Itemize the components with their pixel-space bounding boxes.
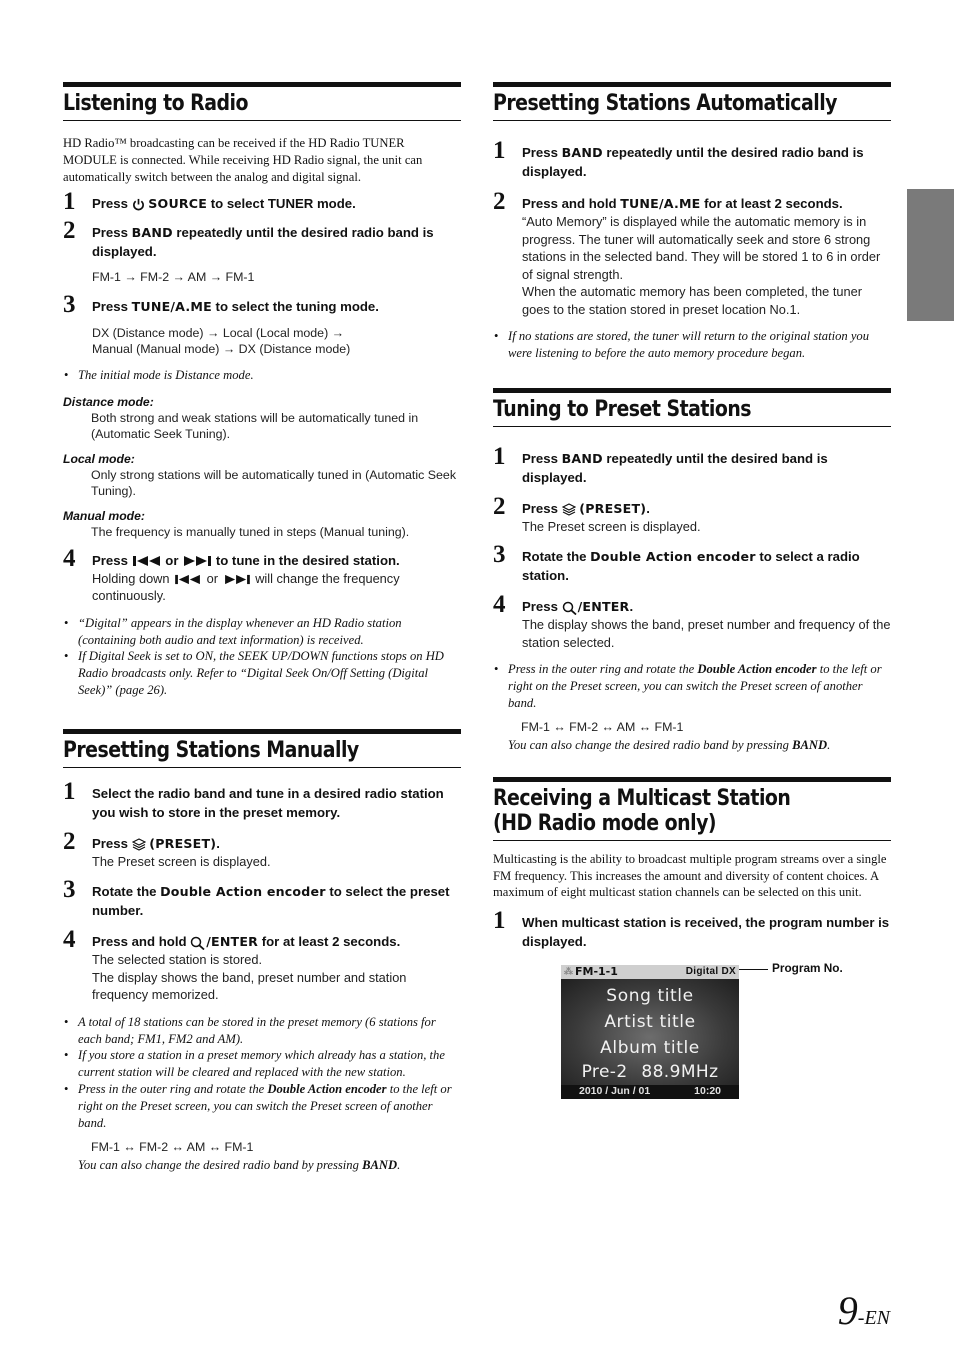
band-cycle: FM-1 ↔ FM-2 ↔ AM ↔ FM-1 (91, 1140, 254, 1155)
note-item: • “Digital” appears in the display whenever an HD Radio station (containing both audio and text information) is received. (63, 615, 461, 649)
note-keyword: Double Action encoder (697, 662, 817, 677)
section-title-tuning (493, 388, 891, 427)
seek-down-icon (173, 574, 203, 585)
note-list (63, 1014, 461, 1132)
step-number: 4 (63, 926, 76, 954)
seek-up-icon (182, 555, 212, 567)
auto-step-1 (493, 137, 891, 181)
power-icon (132, 198, 145, 211)
multicast-title-line1: Receiving a Multicast Station (493, 786, 791, 812)
multicast-intro: Multicasting is the ability to broadcast multiple program streams over a single FM frequency. This increases the amount and diversity of content choices. A maximum of eight multicast station channels can be selected on this unit. (493, 852, 887, 900)
listening-step-2 (63, 217, 461, 261)
preset-key: (PRESET) (149, 835, 217, 851)
program-no-label: Program No. (772, 960, 843, 975)
display-main (561, 979, 739, 1085)
step-number: 1 (63, 188, 76, 215)
search-icon (562, 601, 578, 615)
step-text: Press (522, 450, 558, 466)
section-title-auto (493, 82, 891, 121)
step-text: Press (92, 299, 128, 314)
note-text: You can also change the desired radio band by pressing (78, 1158, 359, 1173)
note-keyword: BAND (792, 738, 828, 753)
step-text: to select the tuning mode. (215, 299, 379, 314)
note-text: You can also change the desired radio band by pressing (508, 738, 789, 753)
step-number: 4 (493, 591, 506, 619)
note-keyword: BAND (362, 1158, 398, 1173)
step-text: Press (92, 196, 128, 211)
step-text: repeatedly until the desired radio band is displayed. (522, 145, 864, 179)
step-text: Press (522, 500, 558, 516)
display-song: Song title (606, 985, 694, 1006)
note-item: • If Digital Seek is set to ON, the SEEK UP/DOWN functions stops on HD Radio broadcasts only. Refer to “Digital Seek On/Off Setting (Digital Seek)” (page 26). (63, 648, 461, 698)
display-preset: Pre-2 (581, 1061, 628, 1082)
display-status-bar (561, 965, 739, 979)
listening-title: Listening to Radio (63, 91, 248, 116)
note-text: . (827, 738, 831, 753)
step-number: 2 (63, 827, 76, 855)
section-title-manual (63, 729, 461, 768)
step-body: The selected station is stored. (92, 952, 263, 968)
step-text: to tune in the desired station. (215, 552, 400, 568)
step-text: repeatedly until the desired radio band is displayed. (92, 225, 434, 259)
step-text: Press and hold (92, 934, 187, 950)
step-number: 1 (493, 906, 506, 934)
listening-step-3 (63, 291, 461, 318)
mode-heading: Manual mode: (63, 508, 145, 523)
step-body: The Preset screen is displayed. (522, 518, 701, 534)
display-band: FM-1-1 (575, 964, 618, 978)
note-item (493, 661, 891, 711)
step-text: Press (92, 552, 128, 568)
step-text: When multicast station is received, the program number is displayed. (522, 914, 890, 949)
note-text: . (397, 1158, 401, 1173)
enter-key: /ENTER (577, 599, 630, 615)
step-text: for at least 2 seconds. (261, 934, 401, 950)
step-number: 3 (63, 291, 76, 318)
display-frequency: 88.9MHz (641, 1061, 719, 1082)
step-text: to select TUNER mode. (210, 196, 356, 211)
mode-description: The frequency is manually tuned in steps (Manual tuning). (91, 524, 410, 539)
band-sequence: FM-1 → FM-2 → AM → FM-1 (92, 270, 255, 284)
mode-description: Only strong stations will be automatically tuned in (Automatic Seek Tuning). (91, 467, 457, 498)
manual-step-1 (63, 777, 461, 822)
preset-icon (132, 838, 146, 851)
left-column (63, 82, 461, 1173)
display-figure (493, 960, 891, 1099)
section-title-listening (63, 82, 461, 121)
page-number (838, 1287, 890, 1334)
step-number: 2 (493, 492, 506, 520)
display-digital: Digital DX (685, 965, 736, 977)
seek-down-icon (132, 555, 162, 567)
step-text: for at least 2 seconds. (704, 196, 843, 211)
right-column (493, 82, 891, 1099)
manual-step-4 (63, 926, 461, 1004)
step-text: Select the radio band and tune in a desired radio station you wish to store in the preset memory. (92, 785, 444, 820)
chapter-tab (907, 189, 954, 321)
band-note (493, 737, 891, 753)
step-body: The display shows the band, preset number and station frequency memorized. (92, 969, 407, 1003)
display-clock-bar (561, 1085, 739, 1099)
step-text: to select the preset number. (92, 884, 450, 919)
listening-intro: HD Radio™ broadcasting can be received if the HD Radio TUNER MODULE is connected. While receiving HD Radio signal, the unit can automatically switch between the analog and digital signal. (63, 136, 423, 184)
note-list (63, 367, 461, 384)
tuning-step-2 (493, 492, 891, 536)
step-body: Holding down (92, 570, 170, 586)
step-text: Rotate the (92, 884, 157, 900)
step-text: Press (522, 145, 558, 160)
multicast-step-1 (493, 906, 891, 951)
note-list (63, 615, 461, 699)
step-body: The Preset screen is displayed. (92, 853, 271, 869)
listening-step-1 (63, 188, 461, 215)
note-list (493, 328, 891, 362)
note-text: to the left or right on the Preset screen, you can switch the Preset screen of another band. (78, 1081, 452, 1130)
note-text: Press in the outer ring and rotate the (78, 1081, 265, 1096)
step-text: Rotate the (522, 549, 587, 565)
manual-title: Presetting Stations Manually (63, 737, 359, 763)
encoder-key: Double Action encoder (160, 884, 326, 900)
step-body: will change the frequency continuously. (92, 570, 400, 604)
step-text: . (216, 835, 220, 851)
source-key: SOURCE (148, 196, 208, 211)
band-cycle: FM-1 ↔ FM-2 ↔ AM ↔ FM-1 (521, 720, 684, 735)
display-album: Album title (600, 1037, 700, 1058)
step-text: Press and hold (522, 196, 617, 211)
band-note (63, 1157, 461, 1173)
mode-description: Both strong and weak stations will be automatically tuned in (Automatic Seek Tuning). (91, 410, 419, 441)
seek-up-icon (222, 574, 252, 585)
step-body: “Auto Memory” is displayed while the automatic memory is in progress. The tuner will automatically seek and store 6 strong stations in the selected band. They will be stored 1 to 6 in order of signal strength. (522, 214, 881, 282)
manual-step-3 (63, 876, 461, 920)
tuning-step-1 (493, 442, 891, 487)
note-list (493, 661, 891, 711)
step-text: to select a radio station. (522, 549, 860, 584)
tuning-step-3 (493, 541, 891, 585)
band-key: BAND (561, 450, 603, 466)
auto-title: Presetting Stations Automatically (493, 91, 838, 116)
step-body: When the automatic memory has been completed, the tuner goes to the station stored in preset location No.1. (522, 284, 863, 317)
encoder-key: Double Action encoder (590, 549, 756, 565)
step-text: repeatedly until the desired band is displayed. (522, 450, 828, 485)
tune-key: TUNE/A.ME (131, 299, 212, 314)
step-number: 3 (63, 876, 76, 904)
step-number: 2 (63, 217, 76, 244)
manual-step-2 (63, 827, 461, 871)
display-date: 2010 / Jun / 01 (579, 1084, 651, 1097)
mode-sequence-line: DX (Distance mode) → Local (Local mode) → (92, 326, 345, 340)
step-body: or (206, 570, 219, 586)
note-item: • If no stations are stored, the tuner will return to the original station you were listening to before the auto memory procedure began. (493, 328, 891, 362)
display-artist: Artist title (604, 1011, 696, 1032)
enter-key: /ENTER (206, 934, 259, 950)
multicast-title-line2: (HD Radio mode only) (493, 811, 717, 837)
step-text: . (646, 500, 650, 516)
note-item (63, 1081, 461, 1131)
page-number-suffix: -EN (857, 1307, 890, 1329)
radio-display (561, 965, 739, 1099)
mode-sequence-line: Manual (Manual mode) → DX (Distance mode) (92, 342, 351, 356)
step-text: Press (92, 225, 128, 240)
tuning-step-4 (493, 591, 891, 651)
mode-heading: Local mode: (63, 451, 135, 466)
tune-key: TUNE/A.ME (620, 196, 701, 211)
search-icon (190, 936, 206, 950)
mode-list (63, 394, 461, 540)
band-key: BAND (131, 225, 173, 240)
step-text: or (165, 552, 179, 568)
step-number: 3 (493, 541, 506, 569)
step-text: . (629, 599, 634, 615)
note-item: • A total of 18 stations can be stored in the preset memory (6 stations for each band; FM1, FM2 and AM). (63, 1014, 461, 1048)
step-number: 1 (493, 442, 506, 470)
note-keyword: Double Action encoder (267, 1081, 387, 1096)
note-text: to the left or right on the Preset screen, you can switch the Preset screen of another band. (508, 662, 882, 710)
section-title-multicast (493, 777, 891, 841)
signal-icon: ⁂ (564, 965, 573, 976)
preset-key: (PRESET) (579, 500, 647, 516)
band-key: BAND (561, 145, 603, 160)
step-number: 1 (493, 137, 506, 164)
preset-icon (562, 503, 576, 516)
step-text: Press (92, 835, 128, 851)
mode-heading: Distance mode: (63, 394, 154, 409)
step-text: Press (522, 599, 558, 615)
step-body: The display shows the band, preset number and frequency of the station selected. (522, 617, 891, 650)
note-text: Press in the outer ring and rotate the (508, 662, 695, 677)
step-number: 1 (63, 777, 76, 805)
note-item: • If you store a station in a preset memory which already has a station, the current station will be cleared and replaced with the new station. (63, 1047, 461, 1081)
step-number: 2 (493, 188, 506, 215)
listening-step-4 (63, 544, 461, 605)
mode-sequence (63, 325, 461, 357)
auto-step-2 (493, 188, 891, 318)
note-item: • The initial mode is Distance mode. (63, 367, 461, 384)
display-time: 10:20 (694, 1084, 721, 1097)
step-number: 4 (63, 544, 76, 572)
page-number-value: 9 (837, 1288, 858, 1333)
tuning-title: Tuning to Preset Stations (493, 396, 752, 422)
